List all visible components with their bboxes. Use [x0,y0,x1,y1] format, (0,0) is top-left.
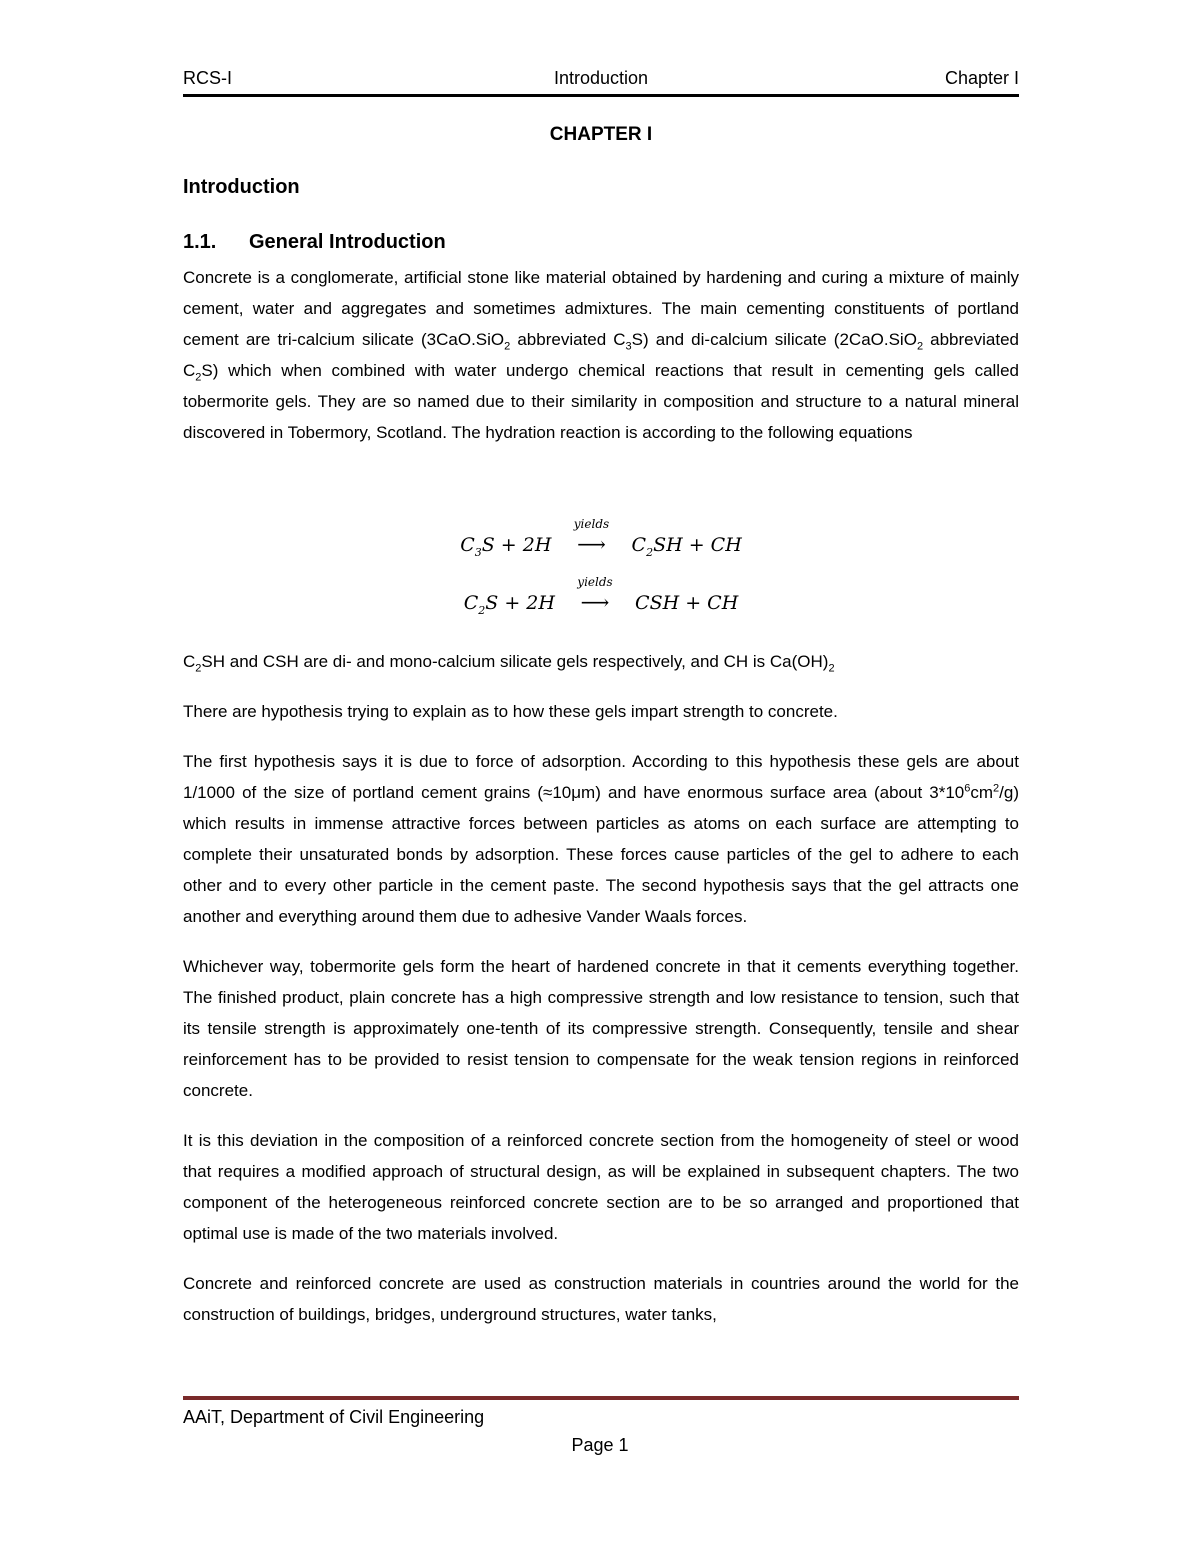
footer-rule [183,1396,1019,1400]
equation-c2s: $C_2S + 2H$ yields ⟶ CSH + CH [463,575,739,617]
paragraph-construction: Concrete and reinforced concrete are used as construction materials in countries around the world for the construction of buildings, bridges, underground structures, water tanks, [183,1274,1019,1324]
chapter-title: CHAPTER I [549,124,653,145]
yields-arrow: yields ⟶ [577,575,613,614]
paragraph-gels: $C_2SH$ and CSH are di- and mono-calcium silicate gels respectively, and CH is $Ca(OH)_2$ [183,652,835,675]
paragraph-general-intro: Concrete is a conglomerate, artificial stone like material obtained by hardening and curing a mixture of mainly cement, water and aggregates and sometimes admixtures. The main cementing constituents of portland cement are tri-calcium silicate (3CaO.SiO$_2$ abbreviated $C_3S$) and di-calcium silicate (2CaO.SiO$_2$ abbreviated $C_2S$) which when combined with water undergo chemical reactions that result in cementing gels called tobermorite gels. They are so named due to their similarity in composition and structure to a natural mineral discovered in Tobermory, Scotland. The hydration reaction is according to the following equations [183,268,1019,442]
header-left: RCS-I [183,68,232,88]
yields-arrow: yields ⟶ [573,517,610,556]
header-right: Chapter I [944,68,1019,88]
footer-department: AAiT, Department of Civil Engineering [183,1407,485,1427]
section-heading: Introduction [183,176,300,198]
subsection-number: 1.1. [183,231,217,253]
paragraph-hypothesis-intro: There are hypothesis trying to explain as to how these gels impart strength to concrete. [183,702,838,721]
paragraph-deviation: It is this deviation in the composition of a reinforced concrete section from the homogeneity of steel or wood that requires a modified approach of structural design, as will be explained in subsequent chapters. The two component of the heterogeneous reinforced concrete section are to be so arranged and proportioned that optimal use is made of the two materials involved. [183,1131,1019,1243]
header-rule [183,94,1019,97]
running-header [183,68,1019,94]
header-center: Introduction [553,68,649,88]
hydration-equations [183,517,1019,648]
subsection-title: General Introduction [249,231,446,253]
paragraph-whichever: Whichever way, tobermorite gels form the heart of hardened concrete in that it cements everything together. The finished product, plain concrete has a high compressive strength and low resistance to tension, such that its tensile strength is approximately one-tenth of its compressive strength. Consequently, tensile and shear reinforcement has to be provided to resist tension to compensate for the weak tension regions in reinforced concrete. [183,957,1019,1100]
paragraph-first-hypothesis: The first hypothesis says it is due to force of adsorption. According to this hypothesis these gels are about 1/1000 of the size of portland cement grains (≈10μm) and have enormous surface area (about $3*10^6cm^2/g$) which results in immense attractive forces between particles as atoms on each surface are attempting to complete their unsaturated bonds by adsorption. These forces cause particles of the gel to adhere to each other and to every other particle in the cement paste. The second hypothesis says that the gel attracts one another and everything around them due to adhesive Vander Waals forces. [183,752,1019,926]
body-text-middle [183,646,1019,1349]
equation-c3s: $C_3S + 2H$ yields ⟶ $C_2SH$ + CH [460,517,742,559]
subsection-heading [183,231,446,254]
body-text-upper [183,262,1019,467]
page-number: Page 1 [571,1435,629,1455]
